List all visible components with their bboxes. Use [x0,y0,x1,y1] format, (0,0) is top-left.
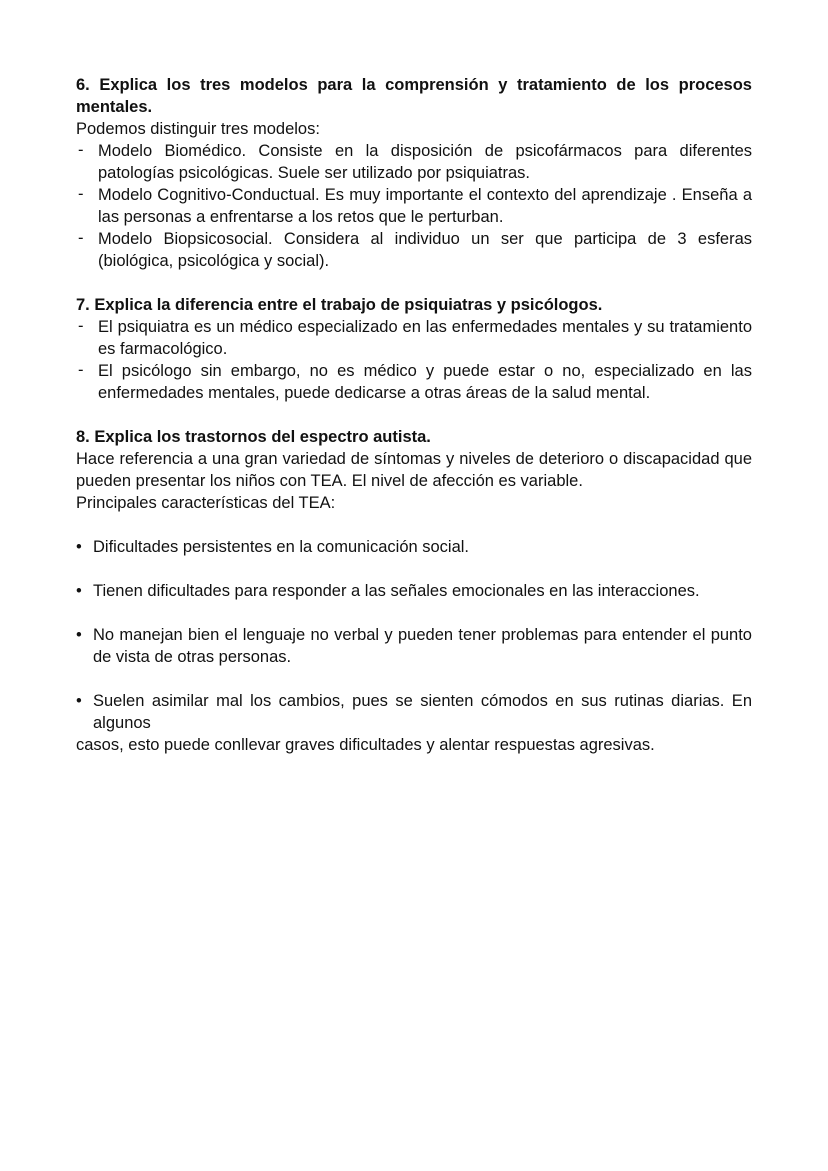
section-6 [76,74,752,272]
list-item-text: Tienen dificultades para responder a las señales emocionales en las interacciones. [93,582,700,600]
paragraph: Hace referencia a una gran variedad de síntomas y niveles de deterioro o discapacidad que pueden presentar los niños con TEA. El nivel de afección es variable. [76,450,752,490]
paragraph: Principales características del TEA: [76,494,336,512]
bullet-marker: • [76,538,82,556]
list-item [76,360,752,404]
dash-marker: - [78,185,84,203]
section-heading: 7. Explica la diferencia entre el trabajo de psiquiatras y psicólogos. [76,296,603,314]
list-item-text: Dificultades persistentes en la comunicación social. [93,538,470,556]
list-item [76,536,752,558]
list-item [76,316,752,360]
list-item-text: Modelo Biopsicosocial. Considera al individuo un ser que participa de 3 esferas (biológica, psicológica y social). [98,230,752,270]
bullet-marker: • [76,692,82,710]
section-7 [76,294,752,404]
list-item-text: Suelen asimilar mal los cambios, pues se sienten cómodos en sus rutinas diarias. En algunos [93,692,752,732]
closing-paragraph: casos, esto puede conllevar graves dificultades y alentar respuestas agresivas. [76,736,655,754]
section-heading: 8. Explica los trastornos del espectro autista. [76,428,431,446]
dash-marker: - [78,361,84,379]
section-heading: 6. Explica los tres modelos para la comprensión y tratamiento de los procesos mentales. [76,76,752,116]
list-item [76,228,752,272]
list-item [76,580,752,602]
document-body [76,74,752,756]
list-item [76,140,752,184]
section-8 [76,426,752,756]
paragraph: Podemos distinguir tres modelos: [76,120,320,138]
list-item-text: El psiquiatra es un médico especializado en las enfermedades mentales y su tratamiento es farmacológico. [98,318,752,358]
list-item-text: El psicólogo sin embargo, no es médico y puede estar o no, especializado en las enfermedades mentales, puede dedicarse a otras áreas de la salud mental. [98,362,752,402]
bullet-marker: • [76,582,82,600]
list-item-text: Modelo Biomédico. Consiste en la disposición de psicofármacos para diferentes patologías psicológicas. Suele ser utilizado por psiquiatras. [98,142,752,182]
list-item-text: No manejan bien el lenguaje no verbal y pueden tener problemas para entender el punto de vista de otras personas. [93,626,752,666]
list-item [76,624,752,668]
list-item [76,690,752,734]
list-item [76,184,752,228]
dash-marker: - [78,229,84,247]
bullet-marker: • [76,626,82,644]
dash-marker: - [78,317,84,335]
list-item-text: Modelo Cognitivo-Conductual. Es muy importante el contexto del aprendizaje . Enseña a las personas a enfrentarse a los retos que le perturban. [98,186,752,226]
dash-marker: - [78,141,84,159]
